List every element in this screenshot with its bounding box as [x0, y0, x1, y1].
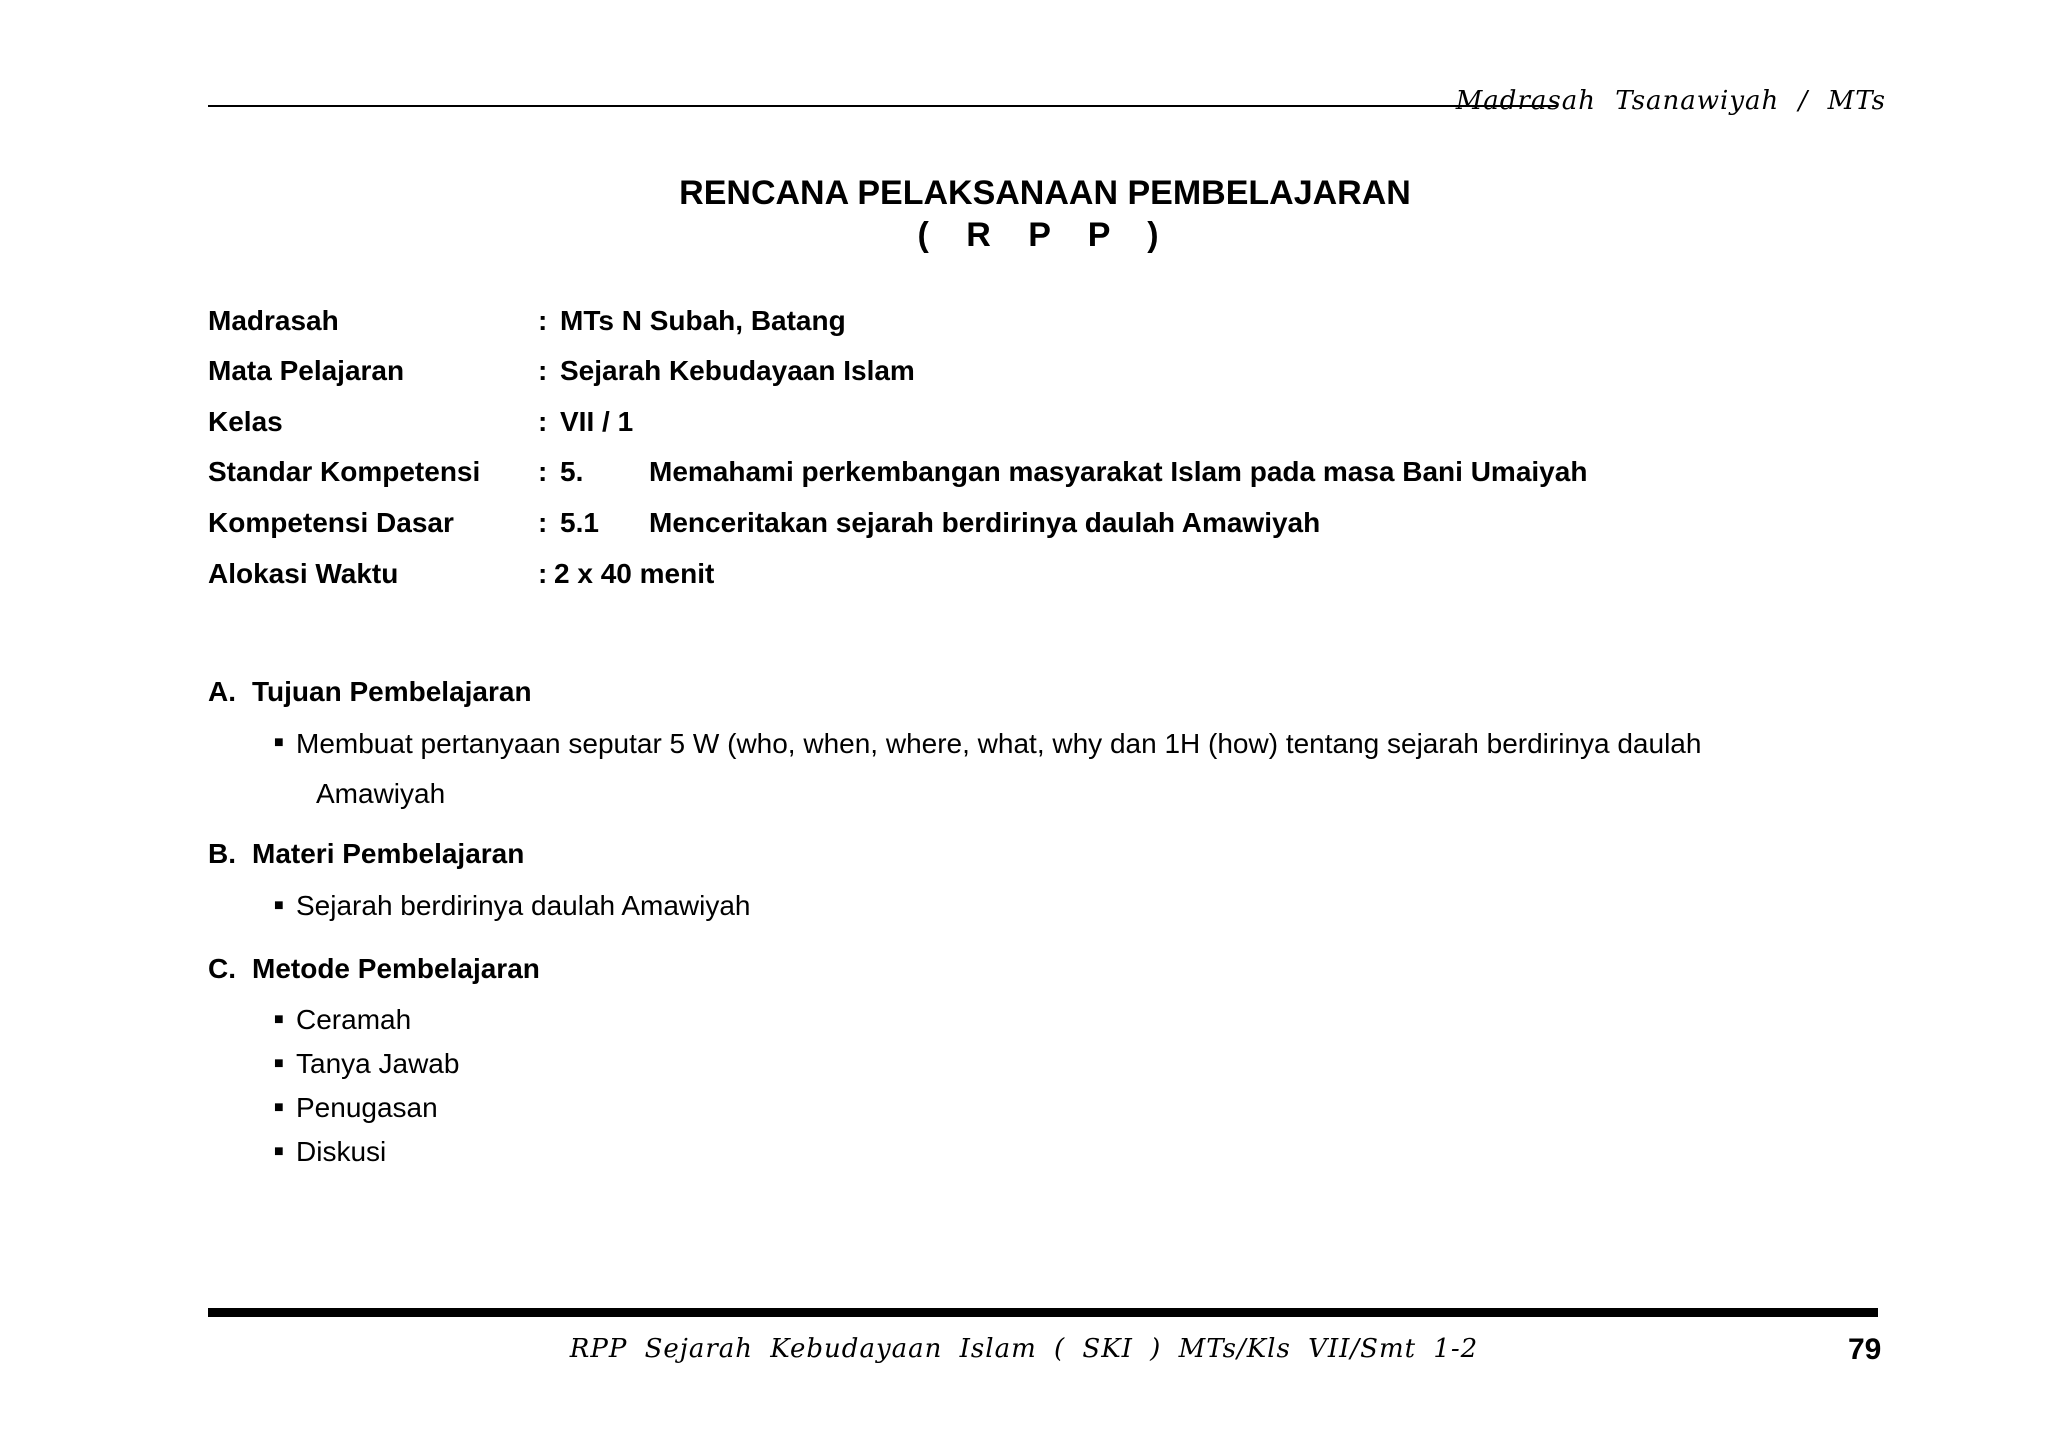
- list-item-text: Membuat pertanyaan seputar 5 W (who, when, where, what, why dan 1H (how) tentang sejarah berdirinya daulah: [296, 728, 1702, 759]
- bullet-icon: ■: [274, 1143, 284, 1160]
- bullet-icon: ■: [274, 1011, 284, 1028]
- section-heading-a: [208, 674, 532, 710]
- list-item: [274, 1083, 1794, 1133]
- section-title: Materi Pembelajaran: [252, 838, 525, 869]
- bullet-icon: ■: [274, 1099, 284, 1116]
- section-title: Metode Pembelajaran: [252, 953, 540, 984]
- bullet-icon: ■: [274, 897, 284, 914]
- info-label: Standar Kompetensi: [208, 456, 481, 487]
- list-item-text: Tanya Jawab: [296, 1048, 460, 1079]
- info-colon: :: [538, 305, 548, 336]
- info-value: Menceritakan sejarah berdirinya daulah Amawiyah: [649, 507, 1321, 538]
- list-item-text: Penugasan: [296, 1092, 438, 1123]
- info-value: Sejarah Kebudayaan Islam: [560, 355, 915, 386]
- title-sub: ( R P P ): [917, 216, 1173, 254]
- list-item: [274, 1127, 1794, 1177]
- header-rule: [208, 105, 1558, 107]
- bullet-icon: ■: [274, 734, 284, 751]
- bullet-icon: ■: [274, 1055, 284, 1072]
- info-label: Kompetensi Dasar: [208, 507, 454, 538]
- info-colon: :: [538, 355, 548, 386]
- document-title: [0, 172, 2048, 256]
- list-item-text-continued: Amawiyah: [316, 778, 446, 809]
- info-value: MTs N Subah, Batang: [560, 305, 846, 336]
- info-number: 5.: [560, 456, 584, 487]
- section-letter: C.: [208, 953, 236, 984]
- section-letter: B.: [208, 838, 236, 869]
- page-number: 79: [1848, 1333, 1882, 1366]
- info-value: Memahami perkembangan masyarakat Islam pada masa Bani Umaiyah: [649, 456, 1588, 487]
- info-colon: :: [538, 507, 548, 538]
- footer-text: RPP Sejarah Kebudayaan Islam ( SKI ) MTs/Kls VII/Smt 1-2: [569, 1334, 1479, 1364]
- info-colon: :: [538, 456, 548, 487]
- list-item: [274, 719, 1794, 819]
- list-item-text: Diskusi: [296, 1136, 387, 1167]
- section-letter: A.: [208, 676, 236, 707]
- section-title: Tujuan Pembelajaran: [252, 676, 532, 707]
- footer-rule: [208, 1308, 1878, 1317]
- list-item: [274, 881, 1794, 931]
- list-item: [274, 1039, 1794, 1089]
- list-item-text: Sejarah berdirinya daulah Amawiyah: [296, 890, 751, 921]
- info-colon: :: [538, 406, 548, 437]
- section-heading-c: [208, 951, 540, 987]
- info-label: Madrasah: [208, 305, 339, 336]
- info-colon: :: [538, 558, 548, 589]
- info-number: 5.1: [560, 507, 599, 538]
- list-item-text: Ceramah: [296, 1004, 412, 1035]
- info-value: VII / 1: [560, 406, 634, 437]
- info-label: Kelas: [208, 406, 283, 437]
- list-item: [274, 995, 1794, 1045]
- title-main: RENCANA PELAKSANAAN PEMBELAJARAN: [679, 174, 1411, 212]
- section-heading-b: [208, 836, 524, 872]
- header-text: Madrasah Tsanawiyah / MTs: [1455, 86, 1886, 116]
- info-label: Alokasi Waktu: [208, 558, 399, 589]
- info-value: 2 x 40 menit: [554, 558, 715, 589]
- info-label: Mata Pelajaran: [208, 355, 405, 386]
